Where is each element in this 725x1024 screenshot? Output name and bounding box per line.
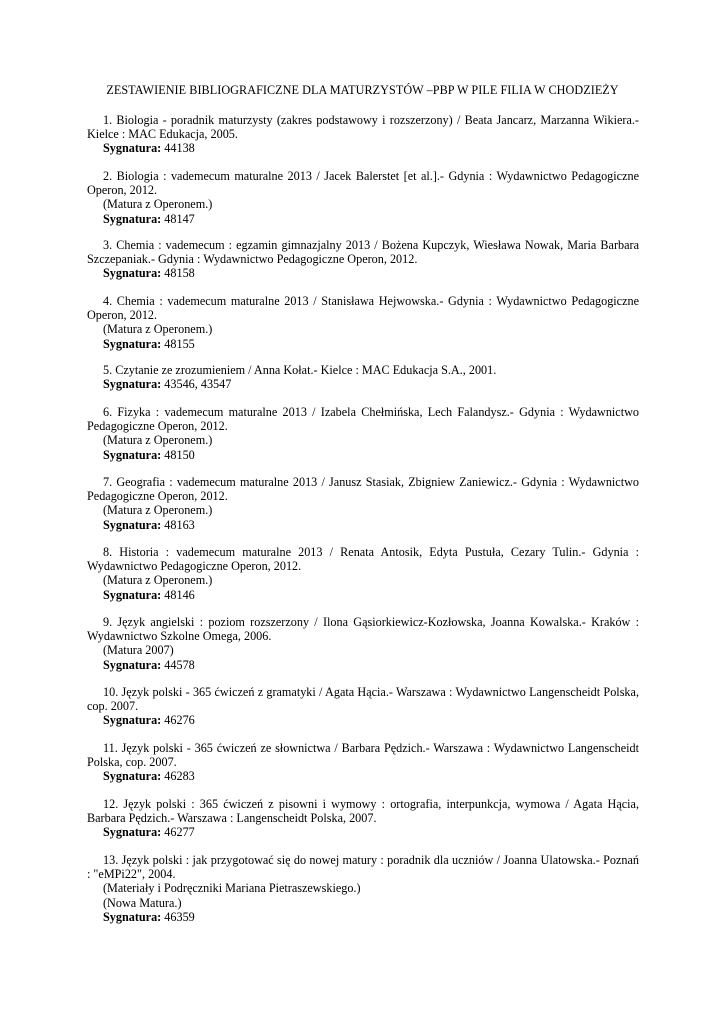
signature-value: 43546, 43547: [161, 377, 232, 392]
signature-value: 48155: [161, 336, 195, 351]
entry-description: 10. Język polski - 365 ćwiczeń z gramatyki / Agata Hącia.- Warszawa : Wydawnictwo Langenscheidt Polska, cop. 2007.: [87, 685, 639, 714]
entry-description: 2. Biologia : vademecum maturalne 2013 / Jacek Balerstet [et al.].- Gdynia : Wydawnictwo Pedagogiczne Operon, 2012.: [87, 169, 639, 198]
signature-label: Sygnatura:: [103, 713, 162, 728]
signature-value: 48146: [161, 587, 195, 602]
signature-label: Sygnatura:: [103, 909, 162, 924]
bibliography-entry: [87, 238, 639, 281]
entry-signature: [87, 212, 639, 226]
entry-signature: [87, 910, 639, 924]
entry-signature: [87, 448, 639, 462]
signature-label: Sygnatura:: [103, 769, 162, 784]
bibliography-entry: [87, 797, 639, 840]
bibliography-entry: [87, 294, 639, 351]
signature-value: 46277: [161, 825, 195, 840]
signature-label: Sygnatura:: [103, 211, 162, 226]
entry-signature: [87, 266, 639, 280]
signature-label: Sygnatura:: [103, 825, 162, 840]
signature-label: Sygnatura:: [103, 587, 162, 602]
entry-description: 13. Język polski : jak przygotować się do nowej matury : poradnik dla uczniów / Joanna Ulatowska.- Poznań : "eMPi22", 2004.: [87, 853, 639, 882]
entry-series-note: (Matura z Operonem.): [103, 573, 213, 588]
bibliography-entry: [87, 853, 639, 924]
entry-signature: [87, 713, 639, 727]
signature-value: 48147: [161, 211, 195, 226]
entry-description: 9. Język angielski : poziom rozszerzony / Ilona Gąsiorkiewicz-Kozłowska, Joanna Kowalska.- Kraków : Wydawnictwo Szkolne Omega, 2006.: [87, 615, 639, 644]
bibliography-entry: [87, 169, 639, 226]
signature-label: Sygnatura:: [103, 447, 162, 462]
entry-signature: [87, 658, 639, 672]
bibliography-entry: [87, 741, 639, 784]
signature-label: Sygnatura:: [103, 517, 162, 532]
entry-description: 3. Chemia : vademecum : egzamin gimnazjalny 2013 / Bożena Kupczyk, Wiesława Nowak, Maria Barbara Szczepaniak.- Gdynia : Wydawnictwo Pedagogiczne Operon, 2012.: [87, 238, 639, 267]
signature-value: 48163: [161, 517, 195, 532]
entry-series-note: (Nowa Matura.): [103, 895, 182, 910]
entry-description: 1. Biologia - poradnik maturzysty (zakres podstawowy i rozszerzony) / Beata Jancarz, Marzanna Wikiera.- Kielce : MAC Edukacja, 2005.: [87, 113, 639, 142]
bibliography-entry: [87, 363, 639, 391]
bibliography-entry: [87, 405, 639, 462]
entry-series-note: (Matura 2007): [103, 643, 174, 658]
signature-value: 44138: [161, 141, 195, 156]
entry-series-note: (Matura z Operonem.): [103, 503, 213, 518]
entry-description: 5. Czytanie ze zrozumieniem / Anna Kołat.- Kielce : MAC Edukacja S.A., 2001.: [103, 363, 497, 377]
bibliography-entry: [87, 615, 639, 672]
signature-value: 48150: [161, 447, 195, 462]
entry-signature: [87, 518, 639, 532]
signature-value: 46359: [161, 909, 195, 924]
signature-label: Sygnatura:: [103, 266, 162, 281]
signature-label: Sygnatura:: [103, 377, 162, 392]
entry-signature: [87, 825, 639, 839]
signature-label: Sygnatura:: [103, 657, 162, 672]
entry-series-note: (Matura z Operonem.): [103, 433, 213, 448]
bibliography-entry: [87, 685, 639, 728]
entry-signature: [87, 769, 639, 783]
signature-value: 46276: [161, 713, 195, 728]
entry-description: 12. Język polski : 365 ćwiczeń z pisowni i wymowy : ortografia, interpunkcja, wymowa / Agata Hącia, Barbara Pędzich.- Warszawa : Langenscheidt Polska, 2007.: [87, 797, 639, 826]
bibliography-entry: [87, 545, 639, 602]
entry-signature: [87, 337, 639, 351]
bibliography-entry: [87, 475, 639, 532]
signature-value: 46283: [161, 769, 195, 784]
entry-description: 11. Język polski - 365 ćwiczeń ze słownictwa / Barbara Pędzich.- Warszawa : Wydawnictwo Langenscheidt Polska, cop. 2007.: [87, 741, 639, 770]
entry-description: 7. Geografia : vademecum maturalne 2013 / Janusz Stasiak, Zbigniew Zaniewicz.- Gdynia : Wydawnictwo Pedagogiczne Operon, 2012.: [87, 475, 639, 504]
entry-signature: [87, 141, 639, 155]
entry-description: 4. Chemia : vademecum maturalne 2013 / Stanisława Hejwowska.- Gdynia : Wydawnictwo Pedagogiczne Operon, 2012.: [87, 294, 639, 323]
signature-label: Sygnatura:: [103, 336, 162, 351]
signature-value: 48158: [161, 266, 195, 281]
signature-label: Sygnatura:: [103, 141, 162, 156]
document-title: ZESTAWIENIE BIBLIOGRAFICZNE DLA MATURZYSTÓW –PBP W PILE FILIA W CHODZIEŻY: [106, 83, 619, 97]
signature-value: 44578: [161, 657, 195, 672]
bibliography-entry: [87, 113, 639, 156]
entry-series-note: (Matura z Operonem.): [103, 322, 213, 337]
entry-signature: [87, 588, 639, 602]
entry-signature: [87, 377, 639, 391]
entry-series-note: (Materiały i Podręczniki Mariana Pietraszewskiego.): [103, 881, 361, 896]
entry-description: 8. Historia : vademecum maturalne 2013 / Renata Antosik, Edyta Pustuła, Cezary Tulin.- Gdynia : Wydawnictwo Pedagogiczne Operon, 2012.: [87, 545, 639, 574]
entry-description: 6. Fizyka : vademecum maturalne 2013 / Izabela Chełmińska, Lech Falandysz.- Gdynia : Wydawnictwo Pedagogiczne Operon, 2012.: [87, 405, 639, 434]
entry-series-note: (Matura z Operonem.): [103, 197, 213, 212]
